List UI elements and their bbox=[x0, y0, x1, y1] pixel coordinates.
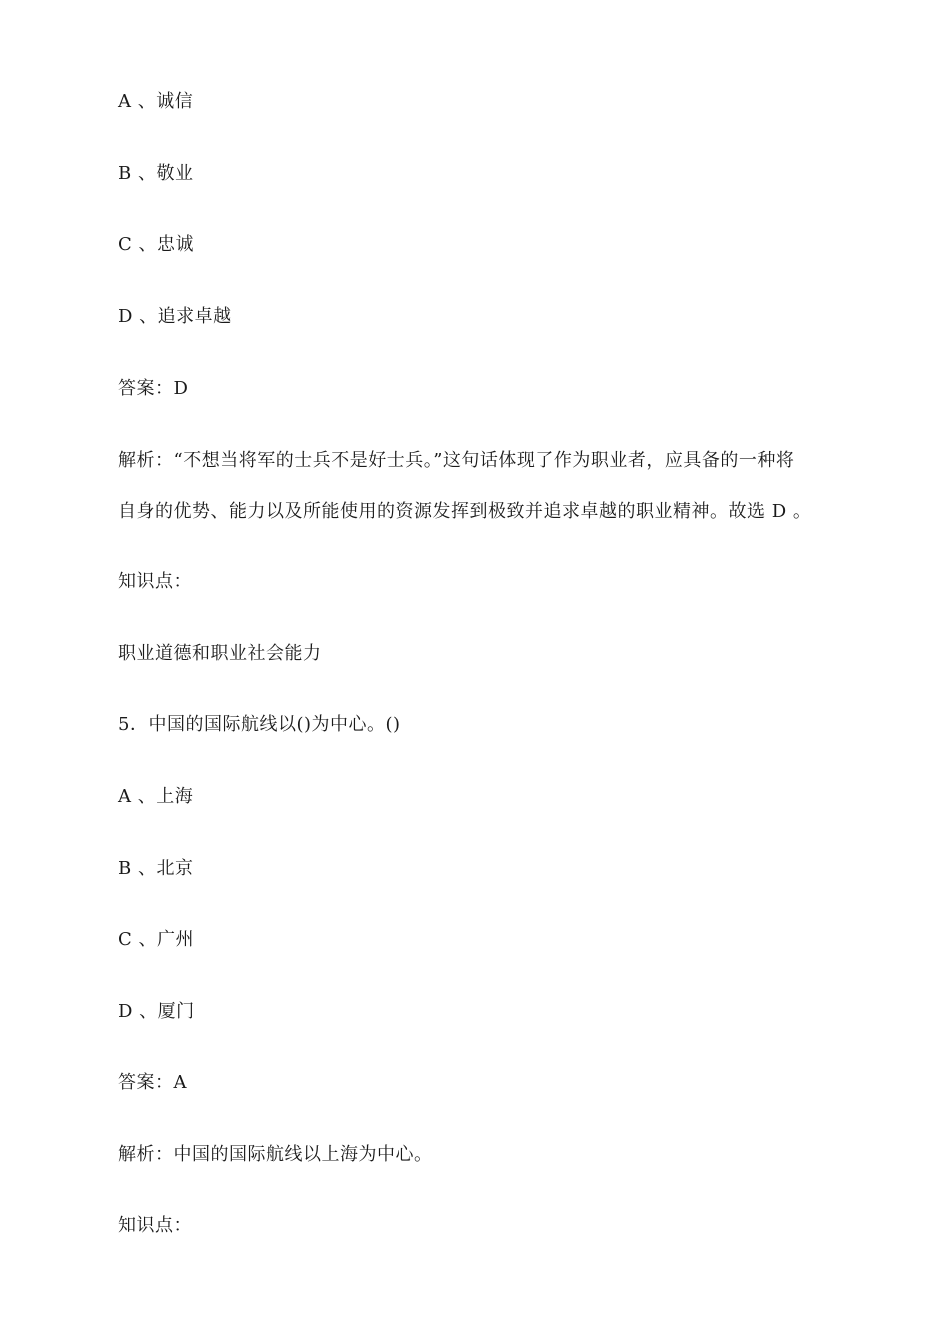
q5-option-a: A 、上海 bbox=[118, 786, 194, 807]
q4-option-b: B 、敬业 bbox=[118, 163, 194, 184]
q4-option-d: D 、追求卓越 bbox=[118, 306, 232, 327]
q4-analysis-line-2: 自身的优势、能力以及所能使用的资源发挥到极致并追求卓越的职业精神。故选 D 。 bbox=[118, 501, 812, 522]
q4-option-c: C 、忠诚 bbox=[118, 234, 194, 255]
q5-analysis: 解析：中国的国际航线以上海为中心。 bbox=[118, 1144, 433, 1165]
q4-answer: 答案：D bbox=[118, 378, 189, 399]
q4-option-a: A 、诚信 bbox=[118, 91, 194, 112]
q4-knowledge-label: 知识点： bbox=[118, 571, 192, 592]
q4-analysis-line-1: 解析：“不想当将军的士兵不是好士兵。”这句话体现了作为职业者，应具备的一种将 bbox=[118, 450, 795, 471]
q5-option-d: D 、厦门 bbox=[118, 1001, 195, 1022]
q5-question: 5．中国的国际航线以()为中心。() bbox=[118, 714, 401, 735]
q5-answer: 答案：A bbox=[118, 1072, 187, 1093]
q5-knowledge-label: 知识点： bbox=[118, 1215, 192, 1236]
q5-option-b: B 、北京 bbox=[118, 858, 194, 879]
q5-option-c: C 、广州 bbox=[118, 929, 194, 950]
q4-knowledge-value: 职业道德和职业社会能力 bbox=[118, 643, 322, 664]
